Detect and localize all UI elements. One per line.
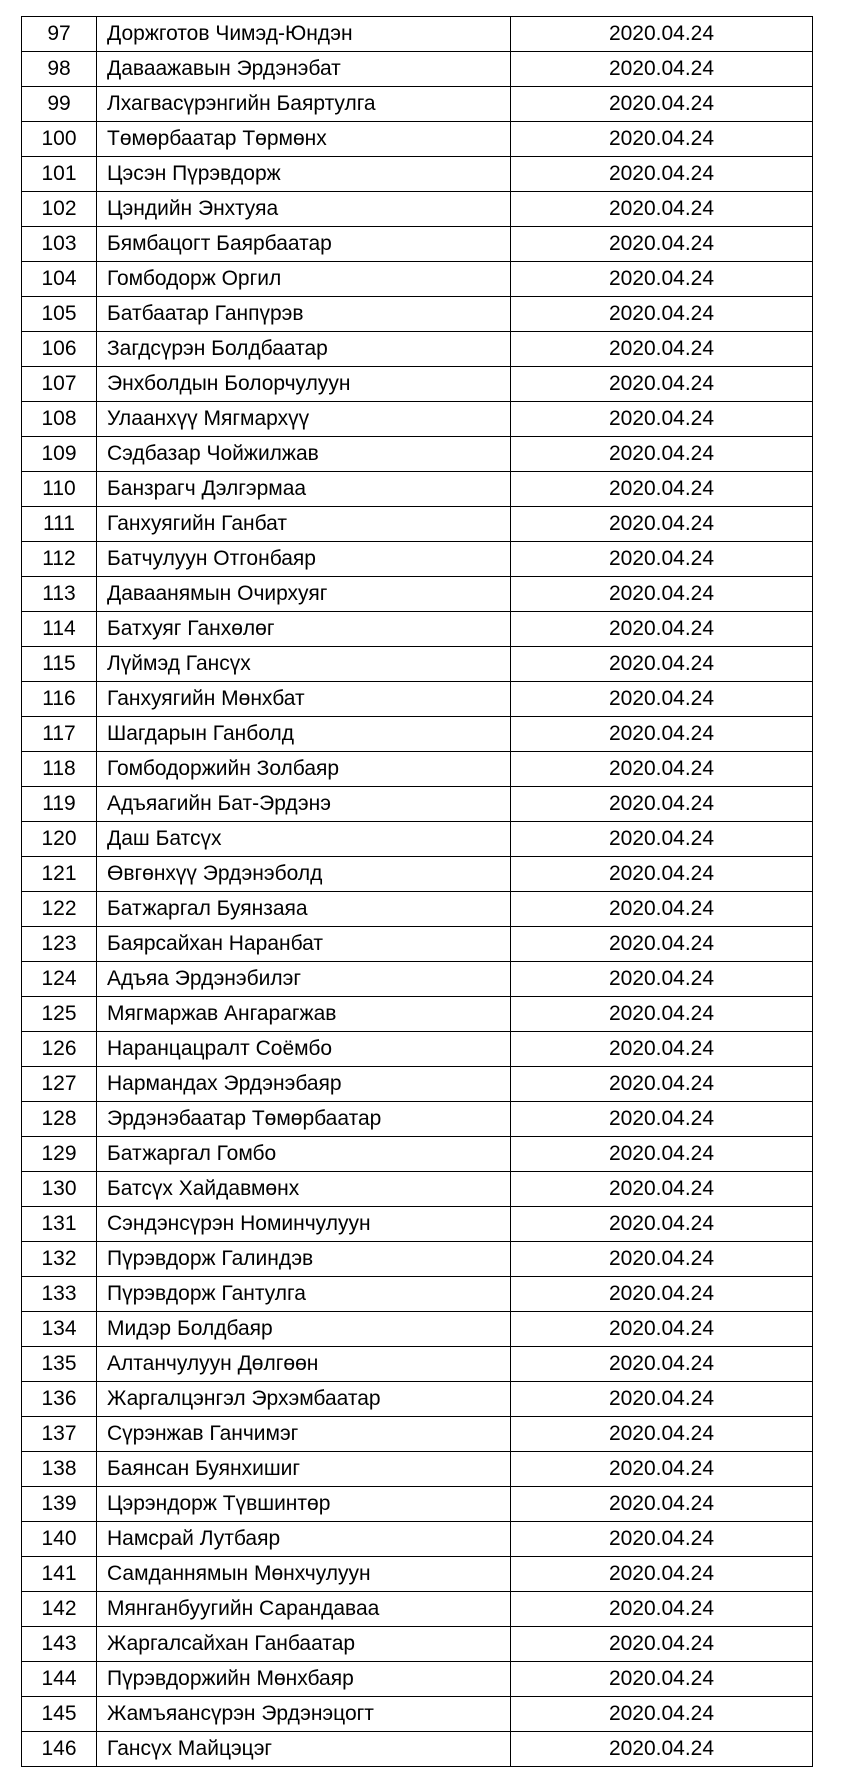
table-row [22,402,813,437]
row-number-cell: 139 [22,1487,97,1522]
row-number-cell: 136 [22,1382,97,1417]
table-row [22,87,813,122]
name-cell: Батжаргал Гомбо [97,1137,511,1172]
row-number-cell: 120 [22,822,97,857]
date-cell: 2020.04.24 [511,1207,813,1242]
table-row [22,892,813,927]
name-cell: Батжаргал Буянзаяа [97,892,511,927]
table-row [22,997,813,1032]
name-cell: Даваажавын Эрдэнэбат [97,52,511,87]
date-cell: 2020.04.24 [511,682,813,717]
name-cell: Мидэр Болдбаяр [97,1312,511,1347]
row-number-cell: 129 [22,1137,97,1172]
table-row [22,1627,813,1662]
name-cell: Цэсэн Пүрэвдорж [97,157,511,192]
date-cell: 2020.04.24 [511,927,813,962]
date-cell: 2020.04.24 [511,1732,813,1767]
name-cell: Адъяа Эрдэнэбилэг [97,962,511,997]
table-row [22,437,813,472]
roster-table-body [22,17,813,1767]
row-number-cell: 126 [22,1032,97,1067]
row-number-cell: 115 [22,647,97,682]
name-cell: Пүрэвдоржийн Мөнхбаяр [97,1662,511,1697]
date-cell: 2020.04.24 [511,332,813,367]
name-cell: Доржготов Чимэд-Юндэн [97,17,511,52]
name-cell: Сүрэнжав Ганчимэг [97,1417,511,1452]
date-cell: 2020.04.24 [511,1102,813,1137]
name-cell: Пүрэвдорж Галиндэв [97,1242,511,1277]
date-cell: 2020.04.24 [511,1662,813,1697]
date-cell: 2020.04.24 [511,87,813,122]
name-cell: Батсүх Хайдавмөнх [97,1172,511,1207]
name-cell: Ганхуягийн Мөнхбат [97,682,511,717]
date-cell: 2020.04.24 [511,997,813,1032]
date-cell: 2020.04.24 [511,52,813,87]
name-cell: Төмөрбаатар Төрмөнх [97,122,511,157]
row-number-cell: 108 [22,402,97,437]
date-cell: 2020.04.24 [511,1487,813,1522]
date-cell: 2020.04.24 [511,1067,813,1102]
name-cell: Гомбодоржийн Золбаяр [97,752,511,787]
table-row [22,157,813,192]
date-cell: 2020.04.24 [511,787,813,822]
date-cell: 2020.04.24 [511,192,813,227]
table-row [22,192,813,227]
date-cell: 2020.04.24 [511,892,813,927]
date-cell: 2020.04.24 [511,1347,813,1382]
table-row [22,122,813,157]
date-cell: 2020.04.24 [511,1522,813,1557]
date-cell: 2020.04.24 [511,612,813,647]
table-row [22,1172,813,1207]
row-number-cell: 97 [22,17,97,52]
date-cell: 2020.04.24 [511,717,813,752]
table-row [22,1487,813,1522]
table-row [22,787,813,822]
row-number-cell: 112 [22,542,97,577]
table-row [22,1207,813,1242]
table-row [22,927,813,962]
table-row [22,1732,813,1767]
row-number-cell: 138 [22,1452,97,1487]
row-number-cell: 118 [22,752,97,787]
row-number-cell: 140 [22,1522,97,1557]
date-cell: 2020.04.24 [511,367,813,402]
date-cell: 2020.04.24 [511,122,813,157]
name-cell: Адъяагийн Бат-Эрдэнэ [97,787,511,822]
table-row [22,647,813,682]
row-number-cell: 98 [22,52,97,87]
table-row [22,542,813,577]
date-cell: 2020.04.24 [511,402,813,437]
date-cell: 2020.04.24 [511,17,813,52]
table-row [22,752,813,787]
row-number-cell: 101 [22,157,97,192]
name-cell: Батчулуун Отгонбаяр [97,542,511,577]
table-row [22,1032,813,1067]
date-cell: 2020.04.24 [511,647,813,682]
name-cell: Ганхуягийн Ганбат [97,507,511,542]
name-cell: Гансүх Майцэцэг [97,1732,511,1767]
name-cell: Баянсан Буянхишиг [97,1452,511,1487]
name-cell: Мягмаржав Ангарагжав [97,997,511,1032]
row-number-cell: 107 [22,367,97,402]
table-row [22,367,813,402]
row-number-cell: 116 [22,682,97,717]
name-cell: Алтанчулуун Дөлгөөн [97,1347,511,1382]
date-cell: 2020.04.24 [511,1382,813,1417]
row-number-cell: 134 [22,1312,97,1347]
date-cell: 2020.04.24 [511,437,813,472]
date-cell: 2020.04.24 [511,1172,813,1207]
table-row [22,857,813,892]
name-cell: Шагдарын Ганболд [97,717,511,752]
date-cell: 2020.04.24 [511,822,813,857]
row-number-cell: 117 [22,717,97,752]
date-cell: 2020.04.24 [511,1417,813,1452]
table-row [22,332,813,367]
name-cell: Улаанхүү Мягмархүү [97,402,511,437]
date-cell: 2020.04.24 [511,1452,813,1487]
table-row [22,1557,813,1592]
row-number-cell: 114 [22,612,97,647]
table-row [22,822,813,857]
row-number-cell: 110 [22,472,97,507]
name-cell: Жаргалсайхан Ганбаатар [97,1627,511,1662]
date-cell: 2020.04.24 [511,1137,813,1172]
date-cell: 2020.04.24 [511,297,813,332]
table-row [22,472,813,507]
name-cell: Бямбацогт Баярбаатар [97,227,511,262]
row-number-cell: 125 [22,997,97,1032]
date-cell: 2020.04.24 [511,962,813,997]
table-row [22,1242,813,1277]
date-cell: 2020.04.24 [511,1557,813,1592]
table-row [22,577,813,612]
date-cell: 2020.04.24 [511,577,813,612]
date-cell: 2020.04.24 [511,262,813,297]
row-number-cell: 104 [22,262,97,297]
name-cell: Даш Батсүх [97,822,511,857]
table-row [22,1102,813,1137]
date-cell: 2020.04.24 [511,1592,813,1627]
table-row [22,227,813,262]
name-cell: Батхуяг Ганхөлөг [97,612,511,647]
row-number-cell: 102 [22,192,97,227]
row-number-cell: 141 [22,1557,97,1592]
row-number-cell: 146 [22,1732,97,1767]
name-cell: Сэдбазар Чойжилжав [97,437,511,472]
name-cell: Жаргалцэнгэл Эрхэмбаатар [97,1382,511,1417]
date-cell: 2020.04.24 [511,157,813,192]
name-cell: Лүймэд Гансүх [97,647,511,682]
row-number-cell: 123 [22,927,97,962]
name-cell: Загдсүрэн Болдбаатар [97,332,511,367]
table-row [22,1417,813,1452]
row-number-cell: 135 [22,1347,97,1382]
name-cell: Энхболдын Болорчулуун [97,367,511,402]
name-cell: Эрдэнэбаатар Төмөрбаатар [97,1102,511,1137]
row-number-cell: 122 [22,892,97,927]
name-cell: Даваанямын Очирхуяг [97,577,511,612]
date-cell: 2020.04.24 [511,857,813,892]
table-row [22,1347,813,1382]
table-row [22,1522,813,1557]
date-cell: 2020.04.24 [511,1697,813,1732]
name-cell: Самданнямын Мөнхчулуун [97,1557,511,1592]
roster-table [21,16,813,1767]
table-row [22,1452,813,1487]
name-cell: Пүрэвдорж Гантулга [97,1277,511,1312]
table-row [22,507,813,542]
row-number-cell: 144 [22,1662,97,1697]
row-number-cell: 100 [22,122,97,157]
date-cell: 2020.04.24 [511,1032,813,1067]
table-row [22,612,813,647]
row-number-cell: 132 [22,1242,97,1277]
row-number-cell: 133 [22,1277,97,1312]
table-row [22,1592,813,1627]
name-cell: Намсрай Лутбаяр [97,1522,511,1557]
table-row [22,682,813,717]
row-number-cell: 106 [22,332,97,367]
table-row [22,297,813,332]
row-number-cell: 145 [22,1697,97,1732]
name-cell: Жамъяансүрэн Эрдэнэцогт [97,1697,511,1732]
name-cell: Банзрагч Дэлгэрмаа [97,472,511,507]
name-cell: Наранцацралт Соёмбо [97,1032,511,1067]
table-row [22,52,813,87]
row-number-cell: 137 [22,1417,97,1452]
row-number-cell: 111 [22,507,97,542]
date-cell: 2020.04.24 [511,752,813,787]
date-cell: 2020.04.24 [511,1277,813,1312]
row-number-cell: 128 [22,1102,97,1137]
name-cell: Өвгөнхүү Эрдэнэболд [97,857,511,892]
row-number-cell: 105 [22,297,97,332]
date-cell: 2020.04.24 [511,1627,813,1662]
row-number-cell: 103 [22,227,97,262]
row-number-cell: 131 [22,1207,97,1242]
date-cell: 2020.04.24 [511,542,813,577]
row-number-cell: 143 [22,1627,97,1662]
table-row [22,1137,813,1172]
row-number-cell: 109 [22,437,97,472]
name-cell: Нармандах Эрдэнэбаяр [97,1067,511,1102]
table-row [22,1697,813,1732]
table-row [22,717,813,752]
date-cell: 2020.04.24 [511,1242,813,1277]
row-number-cell: 99 [22,87,97,122]
table-row [22,1312,813,1347]
date-cell: 2020.04.24 [511,507,813,542]
name-cell: Лхагвасүрэнгийн Баяртулга [97,87,511,122]
row-number-cell: 113 [22,577,97,612]
row-number-cell: 119 [22,787,97,822]
date-cell: 2020.04.24 [511,227,813,262]
name-cell: Мянганбуугийн Сарандаваа [97,1592,511,1627]
table-row [22,1382,813,1417]
name-cell: Баярсайхан Наранбат [97,927,511,962]
name-cell: Цэндийн Энхтуяа [97,192,511,227]
date-cell: 2020.04.24 [511,1312,813,1347]
table-row [22,1277,813,1312]
row-number-cell: 130 [22,1172,97,1207]
row-number-cell: 127 [22,1067,97,1102]
name-cell: Батбаатар Ганпүрэв [97,297,511,332]
date-cell: 2020.04.24 [511,472,813,507]
table-row [22,962,813,997]
name-cell: Гомбодорж Оргил [97,262,511,297]
table-row [22,1662,813,1697]
table-row [22,262,813,297]
name-cell: Сэндэнсүрэн Номинчулуун [97,1207,511,1242]
row-number-cell: 124 [22,962,97,997]
row-number-cell: 121 [22,857,97,892]
name-cell: Цэрэндорж Түвшинтөр [97,1487,511,1522]
row-number-cell: 142 [22,1592,97,1627]
table-row [22,17,813,52]
table-row [22,1067,813,1102]
